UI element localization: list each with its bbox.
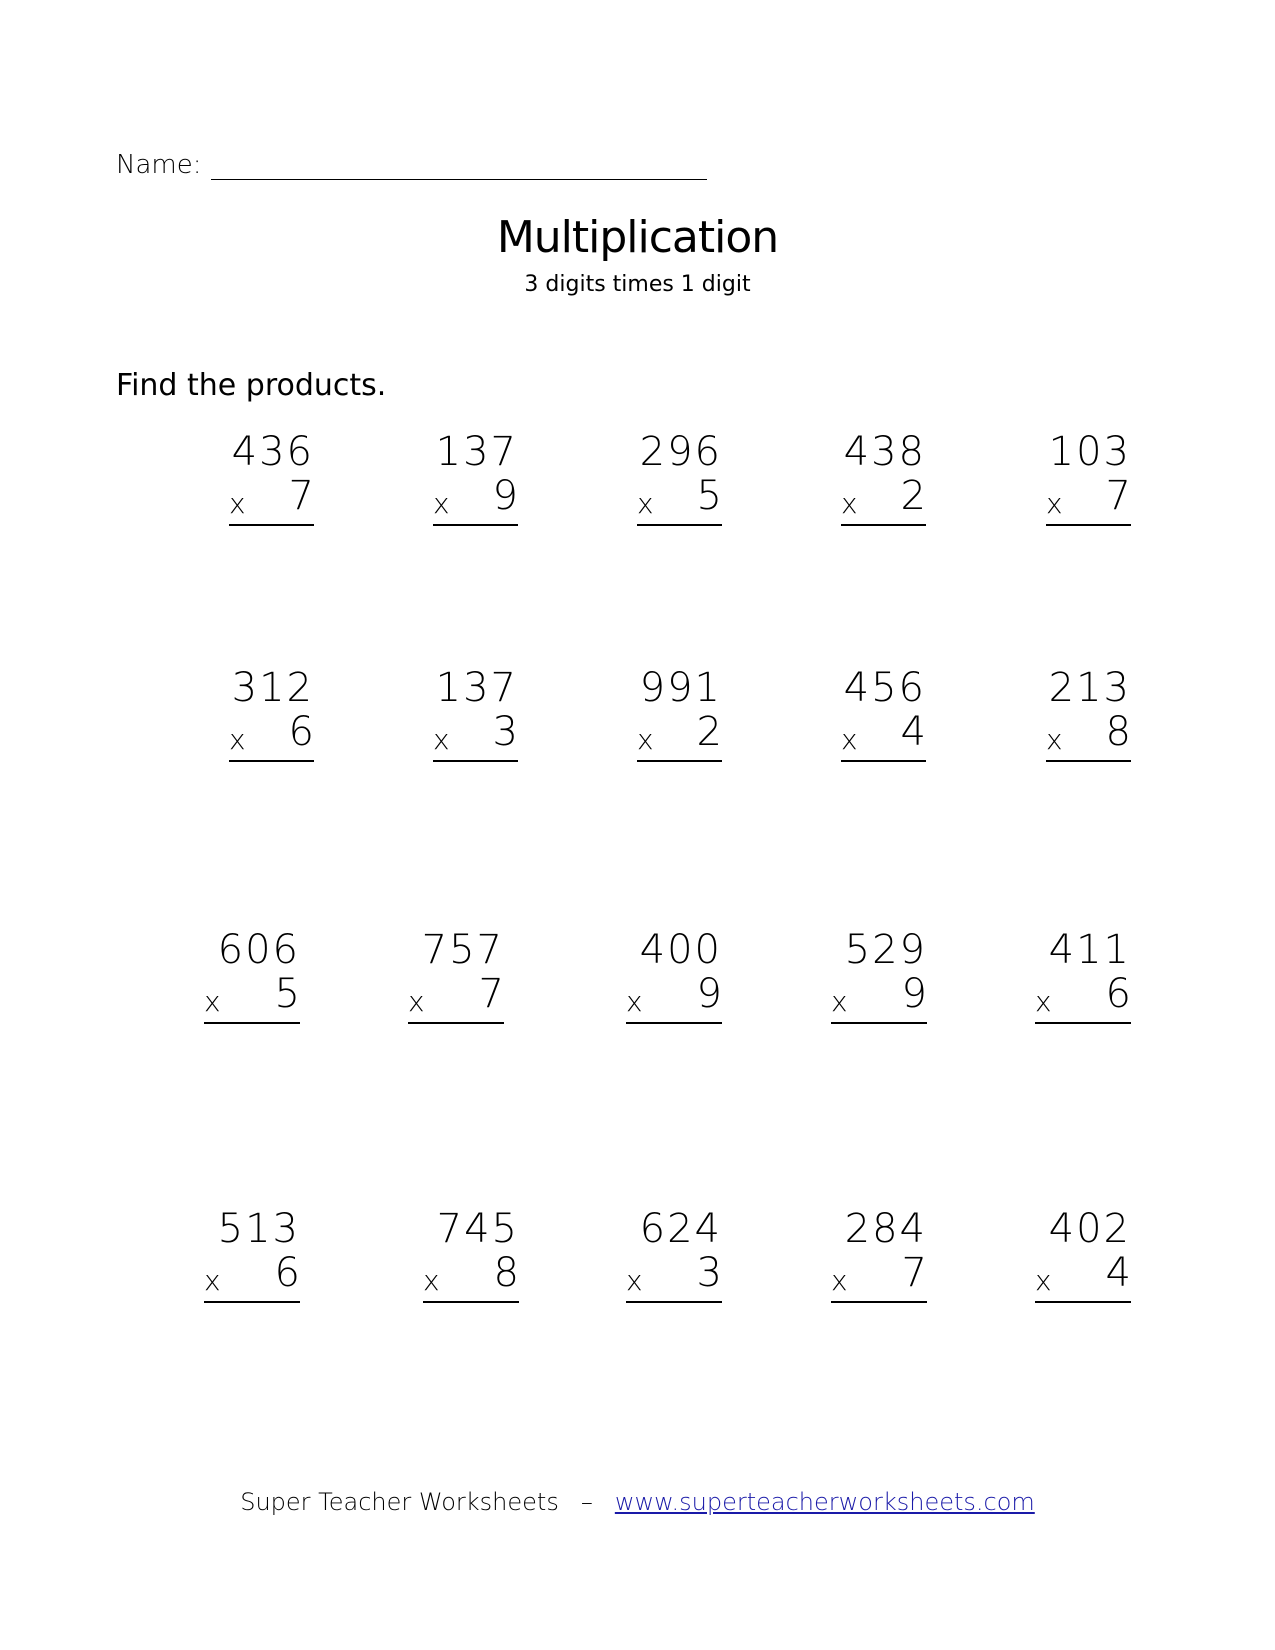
multiply-sign: x: [637, 723, 654, 756]
problem: [229, 665, 314, 762]
problem-multiplier: 7: [478, 971, 504, 1017]
problem: [1046, 429, 1131, 526]
multiply-sign: x: [831, 985, 848, 1018]
multiply-sign: x: [229, 487, 246, 520]
problem-top-number: 103: [1048, 429, 1131, 475]
problem-top-number: 438: [843, 429, 926, 475]
problem-multiplier: 2: [696, 709, 722, 755]
problem: [831, 1206, 927, 1303]
multiply-sign: x: [841, 487, 858, 520]
multiply-sign: x: [1035, 985, 1052, 1018]
problem: [1046, 665, 1131, 762]
problem-multiplier: 3: [492, 709, 518, 755]
problem: [626, 927, 722, 1024]
multiply-sign: x: [831, 1264, 848, 1297]
problem-bottom-row: [1035, 971, 1131, 1024]
problem-multiplier: 7: [901, 1250, 927, 1296]
footer-separator: –: [580, 1488, 593, 1516]
problem-top-number: 213: [1048, 665, 1131, 711]
problem-bottom-row: [229, 709, 314, 762]
problem-bottom-row: [433, 709, 518, 762]
multiply-sign: x: [229, 723, 246, 756]
problem-bottom-row: [841, 473, 926, 526]
problem-multiplier: 9: [901, 971, 927, 1017]
problem-multiplier: 4: [900, 709, 926, 755]
problem: [204, 927, 300, 1024]
problem-multiplier: 8: [493, 1250, 519, 1296]
multiply-sign: x: [626, 985, 643, 1018]
multiply-sign: x: [1035, 1264, 1052, 1297]
problem-top-number: 296: [639, 429, 722, 475]
problem-top-number: 402: [1048, 1206, 1131, 1252]
problem-multiplier: 6: [274, 1250, 300, 1296]
problem: [841, 429, 926, 526]
problem-bottom-row: [1046, 709, 1131, 762]
multiply-sign: x: [433, 723, 450, 756]
problem-top-number: 757: [421, 927, 504, 973]
problem-multiplier: 3: [696, 1250, 722, 1296]
instructions: Find the products.: [116, 368, 387, 403]
problem: [1035, 927, 1131, 1024]
problem-bottom-row: [626, 1250, 722, 1303]
problem-bottom-row: [637, 709, 722, 762]
problem: [229, 429, 314, 526]
problem-bottom-row: [1046, 473, 1131, 526]
multiply-sign: x: [1046, 487, 1063, 520]
problem: [433, 429, 518, 526]
multiply-sign: x: [637, 487, 654, 520]
problem: [637, 429, 722, 526]
multiply-sign: x: [204, 1264, 221, 1297]
problem-top-number: 137: [435, 429, 518, 475]
problem-bottom-row: [626, 971, 722, 1024]
multiply-sign: x: [204, 985, 221, 1018]
problem-top-number: 606: [217, 927, 300, 973]
multiply-sign: x: [433, 487, 450, 520]
problem-multiplier: 7: [1105, 473, 1131, 519]
problem-multiplier: 5: [696, 473, 722, 519]
problem-top-number: 745: [436, 1206, 519, 1252]
problem-multiplier: 9: [696, 971, 722, 1017]
problem-top-number: 456: [843, 665, 926, 711]
worksheet-subtitle: 3 digits times 1 digit: [524, 272, 751, 297]
problem-top-number: 991: [639, 665, 722, 711]
name-label: Name:: [116, 150, 202, 180]
problem: [841, 665, 926, 762]
problem: [831, 927, 927, 1024]
problem-top-number: 284: [844, 1206, 927, 1252]
multiply-sign: x: [841, 723, 858, 756]
worksheet-title: Multiplication: [496, 212, 779, 263]
problem: [433, 665, 518, 762]
problem-top-number: 312: [231, 665, 314, 711]
problem-multiplier: 7: [288, 473, 314, 519]
problem-multiplier: 8: [1105, 709, 1131, 755]
problem-bottom-row: [841, 709, 926, 762]
problem-bottom-row: [204, 971, 300, 1024]
problem-multiplier: 6: [1105, 971, 1131, 1017]
problem: [637, 665, 722, 762]
problem-multiplier: 4: [1105, 1250, 1131, 1296]
problem-top-number: 513: [217, 1206, 300, 1252]
problem-top-number: 529: [844, 927, 927, 973]
name-blank-line[interactable]: [211, 155, 707, 180]
problem-multiplier: 5: [274, 971, 300, 1017]
footer-website-link[interactable]: www.superteacherworksheets.com: [614, 1488, 1035, 1516]
problem-bottom-row: [408, 971, 504, 1024]
problem: [408, 927, 504, 1024]
problem-bottom-row: [423, 1250, 519, 1303]
footer-brand: Super Teacher Worksheets: [240, 1488, 559, 1516]
problem: [204, 1206, 300, 1303]
problem-bottom-row: [433, 473, 518, 526]
multiply-sign: x: [1046, 723, 1063, 756]
problem-top-number: 624: [639, 1206, 722, 1252]
problem-top-number: 436: [231, 429, 314, 475]
multiply-sign: x: [408, 985, 425, 1018]
problem-bottom-row: [204, 1250, 300, 1303]
footer: [0, 1488, 1275, 1516]
problem-multiplier: 6: [288, 709, 314, 755]
problem-bottom-row: [831, 1250, 927, 1303]
problem-top-number: 400: [639, 927, 722, 973]
problem: [1035, 1206, 1131, 1303]
problem-bottom-row: [637, 473, 722, 526]
problem-top-number: 137: [435, 665, 518, 711]
problem-top-number: 411: [1048, 927, 1131, 973]
problem: [626, 1206, 722, 1303]
problem-bottom-row: [831, 971, 927, 1024]
problem-multiplier: 2: [900, 473, 926, 519]
multiply-sign: x: [423, 1264, 440, 1297]
name-field-row: [116, 150, 707, 180]
problem-bottom-row: [1035, 1250, 1131, 1303]
multiply-sign: x: [626, 1264, 643, 1297]
problem: [423, 1206, 519, 1303]
problem-bottom-row: [229, 473, 314, 526]
problem-multiplier: 9: [492, 473, 518, 519]
